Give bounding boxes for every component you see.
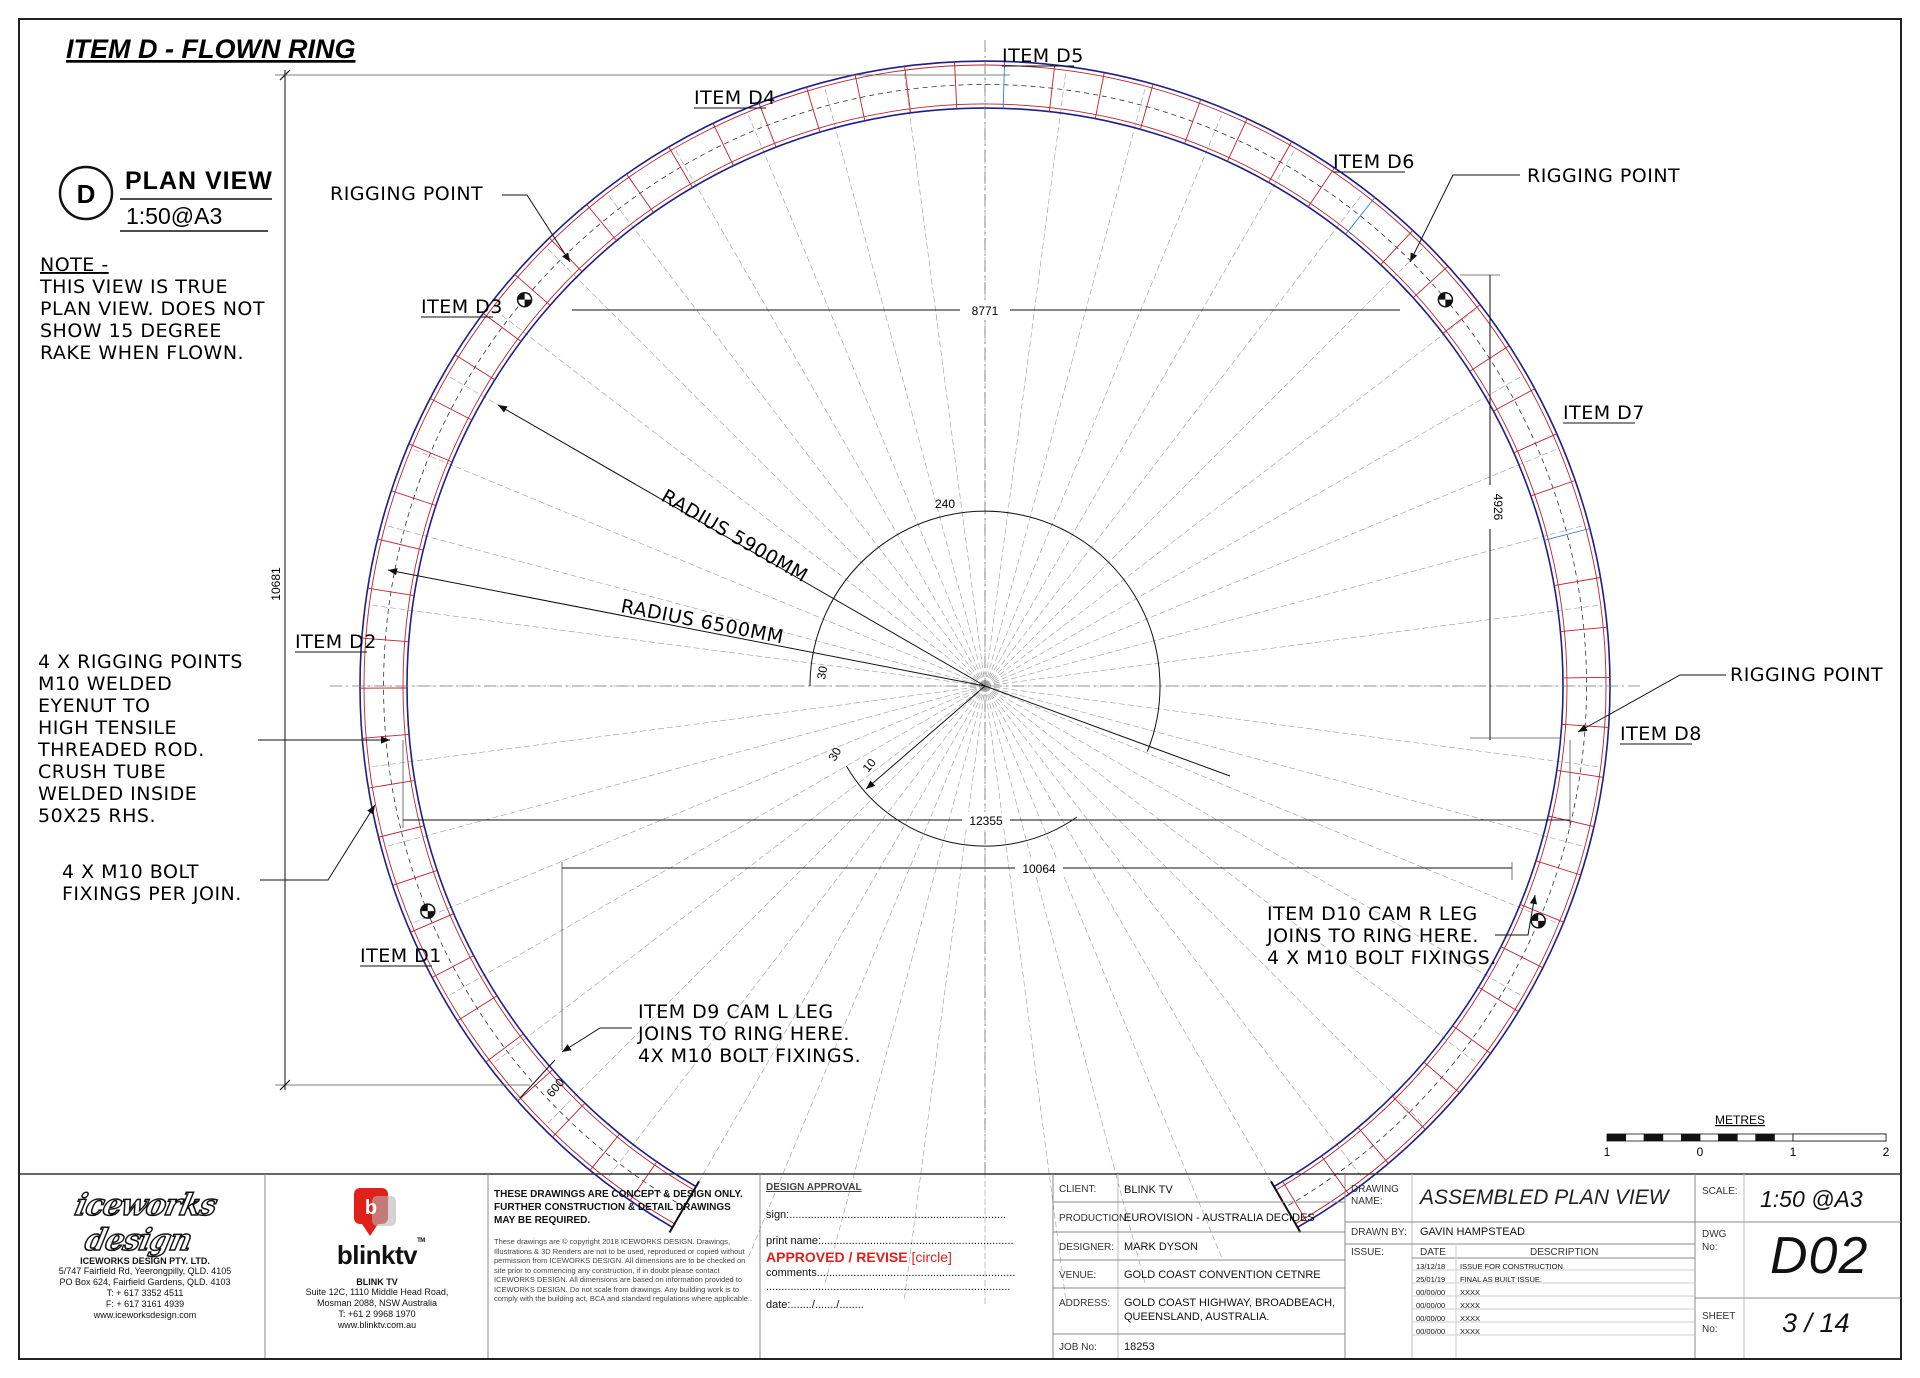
iceworks-fax: F: + 617 3161 4939: [105, 1299, 185, 1309]
dim-width-label: 12355: [969, 814, 1003, 828]
construction-ray: [985, 113, 1222, 686]
scale-bar-segment: [1719, 1134, 1738, 1141]
approval-date[interactable]: date:......./......./........: [766, 1299, 864, 1311]
construction-ray: [985, 686, 1558, 923]
construction-ray: [748, 113, 985, 686]
construction-ray: [985, 686, 1222, 1259]
view-name: PLAN VIEW: [125, 167, 273, 195]
construction-ray: [985, 194, 1362, 686]
blinktv-logo: blinktv: [336, 1240, 418, 1270]
scale-bar-segment: [1774, 1134, 1793, 1141]
issue-date-2: 25/01/19: [1416, 1275, 1446, 1284]
iceworks-phone: T: + 617 3352 4511: [106, 1288, 184, 1298]
d10-note-1: ITEM D10 CAM R LEG: [1267, 903, 1478, 925]
construction-ray: [985, 686, 1600, 767]
blinktv-phone: T: +61 2 9968 1970: [338, 1309, 416, 1319]
designer-label: DESIGNER:: [1059, 1242, 1115, 1253]
sheet-label-1: SHEET: [1702, 1311, 1736, 1322]
production-value: EUROVISION - AUSTRALIA DECIDES: [1124, 1212, 1315, 1224]
view-marker-letter: D: [76, 179, 96, 209]
ring-cross-member: [486, 1034, 524, 1062]
rigging-label-right-lower: RIGGING POINT: [1730, 664, 1884, 686]
ring-cross-member: [1478, 987, 1518, 1012]
dim-width: [403, 740, 1570, 828]
dim-offset-label: 4926: [1491, 493, 1505, 521]
ring-cross-member: [855, 75, 865, 121]
ring-cross-member: [391, 491, 436, 506]
ring-cross-member: [1563, 677, 1610, 678]
construction-ray: [412, 449, 985, 686]
drawn-by-value: GAVIN HAMPSTEAD: [1420, 1226, 1525, 1238]
sheet-label: [1702, 1310, 1735, 1336]
iceworks-logo: iceworks design: [71, 1188, 220, 1258]
issue-desc-2: FINAL AS BUILT ISSUE.: [1460, 1275, 1542, 1284]
construction-ray: [985, 87, 1146, 686]
ring-cross-member: [378, 539, 424, 550]
issue-desc-5: XXXX: [1460, 1314, 1481, 1323]
note-line-2: PLAN VIEW. DOES NOT: [40, 298, 265, 320]
radius-outer-label: RADIUS 6500MM: [619, 595, 786, 649]
issue-descriptions: [1460, 1260, 1563, 1338]
construction-ray: [608, 686, 985, 1178]
drawing-name-label: [1351, 1184, 1399, 1208]
rigging-note-2: M10 WELDED: [38, 673, 173, 695]
scale-bar-segment: [1756, 1134, 1775, 1141]
issue-date-1: 13/12/18: [1416, 1262, 1446, 1271]
dim-offset: [1460, 275, 1560, 740]
issue-desc-1: ISSUE FOR CONSTRUCTION: [1460, 1262, 1563, 1271]
client-value: BLINK TV: [1124, 1184, 1173, 1196]
scale-label: SCALE:: [1702, 1186, 1738, 1197]
issue-dates: [1416, 1260, 1445, 1338]
bolt-note-1: 4 X M10 BOLT: [62, 861, 200, 883]
scale-bar-segment: [1737, 1134, 1756, 1141]
address-line-1: GOLD COAST HIGHWAY, BROADBEACH,: [1124, 1297, 1336, 1309]
dim-rigging-span: [572, 302, 1400, 318]
angle-arc-30a: [846, 766, 1076, 846]
dwg-label: [1702, 1228, 1726, 1254]
ring-cross-member: [1548, 816, 1594, 827]
d10-note-3: 4 X M10 BOLT FIXINGS.: [1267, 947, 1497, 969]
scale-tick-1: 1: [1603, 1145, 1611, 1159]
blinktv-name: BLINK TV: [356, 1277, 398, 1287]
construction-ray: [386, 686, 985, 847]
disclaimer-bold: THESE DRAWINGS ARE CONCEPT & DESIGN ONLY. FURTHER CONSTRUCTION & DETAIL DRAWINGS MAY BE REQUIRED.: [494, 1189, 743, 1226]
issue-date-3: 00/00/00: [1416, 1288, 1446, 1297]
ring-cross-member: [1424, 1062, 1460, 1093]
ring-cross-member: [1358, 1128, 1388, 1164]
radius-inner-label: RADIUS 5900MM: [657, 485, 812, 587]
ring-cross-member: [552, 1103, 585, 1137]
approval-comments[interactable]: comments.................................................................: [766, 1267, 1016, 1279]
approval-heading: DESIGN APPROVAL: [766, 1182, 862, 1193]
blinktv-trademark: TM: [417, 1238, 425, 1244]
construction-ray: [370, 686, 985, 767]
drawing-title: ITEM D - FLOWN RING: [66, 34, 356, 64]
ring-cross-member: [806, 87, 820, 132]
view-marker: [60, 167, 273, 231]
issue-desc-6: XXXX: [1460, 1327, 1481, 1336]
item-d4-label: ITEM D4: [694, 87, 776, 109]
construction-ray: [985, 686, 1584, 847]
approval-comments-line[interactable]: ................................................................................: [766, 1281, 1011, 1293]
angle-30a-label: 30: [814, 664, 831, 681]
construction-ray: [985, 449, 1558, 686]
dwg-label-1: DWG: [1702, 1229, 1727, 1240]
ring-cross-member: [430, 398, 472, 420]
angle-30b-label: 30: [825, 744, 845, 764]
ring-cross-member: [1269, 142, 1292, 183]
sheet-number: 3 / 14: [1782, 1308, 1850, 1338]
scale-bar-segment: [1644, 1134, 1663, 1141]
ring-cross-member: [455, 355, 495, 380]
disclaimer-small: These drawings are © copyright 2018 ICEWORKS DESIGN. Drawings, Illustrations & 3D Renders are not to be used, reproduced or copied without permission from ICEWORKS DESIGN. All dimensions are to be checked on site prior to commencing any construction, if in doubt please contact ICEWORKS DESIGN. All dimensions are based on information provided to ICEWORKS DESIGN. Do not scale from drawings. Any building work is to comply with the building act, BCA and standard regulations where applicable..: [494, 1237, 753, 1303]
iceworks-address-2: PO Box 624, Fairfield Gardens, QLD. 4103: [59, 1277, 231, 1287]
iceworks-block: [30, 1188, 260, 1321]
note-heading: NOTE -: [40, 254, 109, 276]
d9-note-1: ITEM D9 CAM L LEG: [638, 1001, 834, 1023]
ring-cross-member: [1381, 230, 1413, 264]
designer-value: MARK DYSON: [1124, 1241, 1198, 1253]
venue-value: GOLD COAST CONVENTION CETNRE: [1124, 1269, 1321, 1281]
scale-bar: [1604, 1113, 1890, 1159]
ring-cross-member: [1140, 84, 1153, 129]
item-d1-label: ITEM D1: [360, 945, 442, 967]
design-approval-block: [766, 1182, 1048, 1311]
ring-cross-member: [379, 826, 425, 837]
angle-10-label: 10: [859, 755, 879, 775]
rigging-label-left: RIGGING POINT: [330, 183, 484, 205]
construction-ray: [547, 248, 985, 686]
issue-date-5: 00/00/00: [1416, 1314, 1446, 1323]
scale-bar-segment: [1793, 1134, 1886, 1141]
scale-bar-segment: [1626, 1134, 1645, 1141]
iceworks-address-1: 5/747 Fairfield Rd, Yeerongpilly, QLD. 4105: [58, 1266, 232, 1276]
note-line-1: THIS VIEW IS TRUE: [40, 276, 228, 298]
dim-leg-span-label: 10064: [1022, 862, 1056, 876]
issue-label: ISSUE:: [1351, 1247, 1384, 1258]
bolt-note-2: FIXINGS PER JOIN.: [62, 883, 242, 905]
approval-sign[interactable]: sign:.......................................................................: [766, 1209, 1007, 1221]
issue-date-6: 00/00/00: [1416, 1327, 1446, 1336]
dwg-label-2: No:: [1702, 1242, 1718, 1253]
issue-date-4: 00/00/00: [1416, 1301, 1446, 1310]
ring-cross-member: [1095, 73, 1104, 119]
construction-ray: [825, 87, 986, 686]
ring-cross-member: [1493, 389, 1534, 411]
ring-cross-member: [759, 103, 776, 147]
item-d7-label: ITEM D7: [1563, 402, 1645, 424]
ring-cross-member: [1554, 578, 1600, 586]
angle-240-label: 240: [934, 497, 956, 511]
address-label: ADDRESS:: [1059, 1298, 1111, 1309]
ring-cross-member: [1514, 434, 1557, 453]
scale-tick-1b: 1: [1789, 1145, 1797, 1159]
construction-ray: [412, 686, 985, 923]
note-line-4: RAKE WHEN FLOWN.: [40, 342, 245, 364]
iceworks-name: ICEWORKS DESIGN PTY. LTD.: [80, 1256, 210, 1266]
construction-ray: [386, 526, 985, 687]
disclaimer-block: [494, 1188, 754, 1304]
construction-ray: [904, 71, 985, 686]
construction-ray: [448, 686, 985, 996]
ring-cross-member: [587, 204, 617, 240]
venue-label: VENUE:: [1059, 1270, 1097, 1281]
production-label: PRODUCTION:: [1059, 1213, 1129, 1224]
construction-ray: [985, 248, 1423, 686]
dim-section-label: 600: [543, 1075, 568, 1100]
rigging-point-symbols: [421, 293, 1545, 928]
d10-note-2: JOINS TO RING HERE.: [1267, 925, 1479, 947]
ring-cross-member: [1346, 198, 1375, 235]
dim-rigging-span-label: 8771: [971, 304, 999, 318]
construction-ray: [985, 309, 1477, 686]
construction-ray: [985, 605, 1600, 686]
note-line-3: SHOW 15 DEGREE: [40, 320, 222, 342]
ring-cross-member: [669, 147, 693, 188]
blinktv-website[interactable]: www.blinktv.com.au: [337, 1320, 417, 1330]
rigging-note-1: 4 X RIGGING POINTS: [38, 651, 243, 673]
dim-height-label: 10681: [269, 567, 283, 601]
view-scale: 1:50@A3: [126, 203, 223, 229]
ring-end-right: [1271, 1181, 1301, 1232]
rigging-note-4: HIGH TENSILE: [38, 717, 178, 739]
job-value: 18253: [1124, 1341, 1155, 1353]
construction-ray: [675, 686, 985, 1223]
item-d3-label: ITEM D3: [421, 296, 503, 318]
dwg-number: D02: [1770, 1227, 1869, 1285]
rigging-note-8: 50X25 RHS.: [38, 805, 156, 827]
issue-desc-header: DESCRIPTION: [1530, 1247, 1599, 1258]
ring-cross-member: [627, 174, 654, 213]
scale-bar-segment: [1663, 1134, 1682, 1141]
ring-cross-member: [1227, 119, 1247, 162]
ring-cross-member: [393, 870, 438, 885]
construction-ray: [985, 686, 1295, 1223]
ring-cross-member: [1443, 305, 1480, 334]
blinktv-badge-letter: b: [364, 1197, 378, 1219]
d9-note-2: JOINS TO RING HERE.: [638, 1023, 850, 1045]
rigging-note-7: WELDED INSIDE: [38, 783, 198, 805]
scale-tick-0: 0: [1696, 1145, 1704, 1159]
ring-cross-member: [1501, 947, 1543, 968]
item-d8-label: ITEM D8: [1620, 723, 1702, 745]
scale-bar-segment: [1681, 1134, 1700, 1141]
item-d6-label: ITEM D6: [1333, 151, 1415, 173]
construction-ray: [985, 71, 1066, 686]
blinktv-block: [270, 1240, 484, 1331]
scale-bar-segment: [1607, 1134, 1626, 1141]
ring-cross-member: [409, 444, 452, 462]
rigging-note-6: CRUSH TUBE: [38, 761, 167, 783]
scale-bar-segment: [1700, 1134, 1719, 1141]
rigging-label-right: RIGGING POINT: [1527, 165, 1681, 187]
drawing-name-label-2: NAME:: [1351, 1196, 1383, 1207]
drawing-name-value: ASSEMBLED PLAN VIEW: [1420, 1186, 1669, 1209]
rigging-note-3: EYENUT TO: [38, 695, 151, 717]
ring-cross-member: [955, 62, 957, 109]
approval-circle: [circle]: [911, 1249, 952, 1265]
iceworks-website[interactable]: www.iceworksdesign.com: [93, 1310, 197, 1320]
scale-bar-label: METRES: [1714, 1113, 1766, 1127]
drawn-by-label: DRAWN BY:: [1351, 1227, 1407, 1238]
blinktv-address-2: Mosman 2088, NSW Australia: [316, 1298, 438, 1308]
ring-cross-member: [1531, 481, 1575, 496]
scale-value: 1:50 @A3: [1760, 1186, 1863, 1212]
ring-cross-member: [1185, 99, 1201, 143]
scale-tick-2: 2: [1882, 1145, 1890, 1159]
address-line-2: QUEENSLAND, AUSTRALIA.: [1124, 1311, 1270, 1323]
sheet-label-2: No:: [1702, 1324, 1718, 1335]
blinktv-address-1: Suite 12C, 1110 Middle Head Road,: [305, 1287, 449, 1297]
item-d5-label: ITEM D5: [1002, 45, 1084, 67]
issue-desc-4: XXXX: [1460, 1301, 1481, 1310]
blinktv-logo-mark: [354, 1188, 396, 1236]
ring-cross-member: [713, 123, 733, 165]
ring-cross-member: [1536, 861, 1581, 875]
job-label: JOB No:: [1059, 1342, 1097, 1353]
construction-ray: [985, 526, 1584, 687]
client-label: CLIENT:: [1059, 1184, 1097, 1195]
approval-status[interactable]: APPROVED / REVISE: [766, 1249, 908, 1265]
item-d2-label: ITEM D2: [295, 631, 377, 653]
ring-cross-member: [590, 1134, 620, 1170]
rigging-note-5: THREADED ROD.: [38, 739, 205, 761]
angle-ref-line-2: [866, 686, 985, 789]
drawing-name-label-1: DRAWING: [1351, 1184, 1399, 1195]
approval-print-name[interactable]: print name:...............................................................: [766, 1235, 1014, 1247]
d9-note-3: 4X M10 BOLT FIXINGS.: [638, 1045, 862, 1067]
issue-desc-3: XXXX: [1460, 1288, 1481, 1297]
ring-cross-member: [457, 996, 497, 1021]
ring-cross-member: [1308, 168, 1334, 207]
issue-date-header: DATE: [1420, 1247, 1446, 1258]
angle-ref-line: [985, 686, 1230, 776]
